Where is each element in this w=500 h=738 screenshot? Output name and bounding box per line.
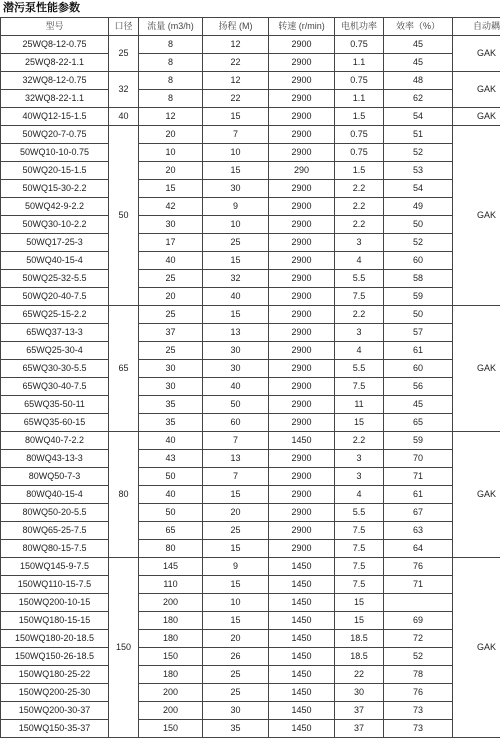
cell-head: 13: [203, 324, 269, 342]
cell-efficiency: 56: [384, 378, 453, 396]
table-row: [1, 558, 500, 576]
cell-motor-power: 2.2: [335, 198, 384, 216]
cell-motor-power: 7.5: [335, 576, 384, 594]
cell-speed: 2900: [269, 270, 335, 288]
table-row: [1, 540, 500, 558]
cell-head: 15: [203, 162, 269, 180]
cell-model: 50WQ10-10-0.75: [1, 144, 109, 162]
cell-speed: 2900: [269, 522, 335, 540]
cell-model: 65WQ25-15-2.2: [1, 306, 109, 324]
cell-model: 50WQ30-10-2.2: [1, 216, 109, 234]
cell-model: 80WQ50-7-3: [1, 468, 109, 486]
cell-flow: 180: [139, 666, 203, 684]
cell-model: 150WQ180-25-22: [1, 666, 109, 684]
header-auto-coupling: 自动耦: [453, 18, 500, 36]
cell-efficiency: 70: [384, 450, 453, 468]
cell-efficiency: 54: [384, 108, 453, 126]
table-row: [1, 108, 500, 126]
cell-flow: 200: [139, 702, 203, 720]
cell-motor-power: 4: [335, 486, 384, 504]
cell-speed: 2900: [269, 180, 335, 198]
cell-motor-power: 7.5: [335, 540, 384, 558]
cell-speed: 1450: [269, 612, 335, 630]
cell-model: 80WQ50-20-5.5: [1, 504, 109, 522]
cell-efficiency: 76: [384, 558, 453, 576]
cell-flow: 50: [139, 504, 203, 522]
cell-flow: 200: [139, 684, 203, 702]
cell-speed: 2900: [269, 360, 335, 378]
cell-head: 40: [203, 378, 269, 396]
cell-flow: 40: [139, 486, 203, 504]
cell-head: 15: [203, 486, 269, 504]
table-row: [1, 630, 500, 648]
cell-head: 15: [203, 306, 269, 324]
cell-speed: 1450: [269, 594, 335, 612]
cell-model: 150WQ200-30-37: [1, 702, 109, 720]
cell-speed: 2900: [269, 414, 335, 432]
cell-motor-power: 3: [335, 468, 384, 486]
cell-diameter: 150: [109, 558, 139, 738]
cell-motor-power: 37: [335, 702, 384, 720]
cell-flow: 145: [139, 558, 203, 576]
cell-efficiency: 60: [384, 360, 453, 378]
cell-flow: 180: [139, 630, 203, 648]
cell-model: 65WQ35-60-15: [1, 414, 109, 432]
cell-motor-power: 0.75: [335, 72, 384, 90]
cell-head: 32: [203, 270, 269, 288]
cell-speed: 2900: [269, 342, 335, 360]
cell-model: 25WQ8-12-0.75: [1, 36, 109, 54]
cell-model: 50WQ40-15-4: [1, 252, 109, 270]
cell-efficiency: 45: [384, 36, 453, 54]
cell-speed: 1450: [269, 558, 335, 576]
cell-efficiency: 78: [384, 666, 453, 684]
cell-speed: 2900: [269, 252, 335, 270]
cell-efficiency: 48: [384, 72, 453, 90]
cell-auto-coupling: GAK: [453, 306, 500, 432]
cell-auto-coupling: GAK: [453, 72, 500, 108]
cell-head: 12: [203, 72, 269, 90]
cell-efficiency: 63: [384, 522, 453, 540]
cell-head: 7: [203, 432, 269, 450]
cell-motor-power: 2.2: [335, 216, 384, 234]
cell-speed: 2900: [269, 396, 335, 414]
cell-speed: 2900: [269, 486, 335, 504]
cell-model: 50WQ42-9-2.2: [1, 198, 109, 216]
cell-head: 15: [203, 252, 269, 270]
cell-flow: 30: [139, 378, 203, 396]
table-row: [1, 504, 500, 522]
cell-speed: 2900: [269, 324, 335, 342]
header-diameter: 口径: [109, 18, 139, 36]
cell-speed: 2900: [269, 288, 335, 306]
table-row: [1, 360, 500, 378]
cell-head: 15: [203, 612, 269, 630]
header-efficiency: 效率（%）: [384, 18, 453, 36]
cell-efficiency: 71: [384, 576, 453, 594]
cell-flow: 20: [139, 126, 203, 144]
table-row: [1, 702, 500, 720]
table-row: [1, 684, 500, 702]
table-row: [1, 432, 500, 450]
table-row: [1, 414, 500, 432]
table-row: [1, 324, 500, 342]
cell-flow: 8: [139, 54, 203, 72]
cell-model: 150WQ200-10-15: [1, 594, 109, 612]
cell-motor-power: 37: [335, 720, 384, 738]
cell-motor-power: 15: [335, 594, 384, 612]
cell-motor-power: 3: [335, 234, 384, 252]
cell-model: 150WQ200-25-30: [1, 684, 109, 702]
table-row: [1, 378, 500, 396]
header-speed: 转速 (r/min): [269, 18, 335, 36]
cell-motor-power: 22: [335, 666, 384, 684]
cell-flow: 10: [139, 144, 203, 162]
cell-head: 9: [203, 558, 269, 576]
cell-flow: 110: [139, 576, 203, 594]
cell-auto-coupling: GAK: [453, 432, 500, 558]
cell-flow: 8: [139, 36, 203, 54]
cell-model: 80WQ40-7-2.2: [1, 432, 109, 450]
cell-model: 150WQ180-20-18.5: [1, 630, 109, 648]
table-row: [1, 666, 500, 684]
cell-head: 22: [203, 90, 269, 108]
cell-head: 10: [203, 144, 269, 162]
cell-flow: 8: [139, 72, 203, 90]
cell-model: 50WQ17-25-3: [1, 234, 109, 252]
cell-efficiency: 73: [384, 720, 453, 738]
cell-model: 50WQ15-30-2.2: [1, 180, 109, 198]
cell-flow: 40: [139, 432, 203, 450]
cell-speed: 2900: [269, 540, 335, 558]
cell-efficiency: 50: [384, 216, 453, 234]
cell-head: 9: [203, 198, 269, 216]
cell-flow: 25: [139, 306, 203, 324]
cell-speed: 1450: [269, 432, 335, 450]
header-model: 型号: [1, 18, 109, 36]
table-row: [1, 162, 500, 180]
cell-motor-power: 1.5: [335, 108, 384, 126]
table-row: [1, 594, 500, 612]
cell-flow: 42: [139, 198, 203, 216]
cell-model: 25WQ8-22-1.1: [1, 54, 109, 72]
cell-flow: 12: [139, 108, 203, 126]
cell-flow: 8: [139, 90, 203, 108]
cell-motor-power: 15: [335, 612, 384, 630]
cell-flow: 20: [139, 288, 203, 306]
cell-flow: 15: [139, 180, 203, 198]
cell-motor-power: 2.2: [335, 306, 384, 324]
cell-motor-power: 7.5: [335, 522, 384, 540]
cell-head: 35: [203, 720, 269, 738]
cell-motor-power: 0.75: [335, 144, 384, 162]
cell-speed: 2900: [269, 234, 335, 252]
table-row: [1, 180, 500, 198]
cell-efficiency: 65: [384, 414, 453, 432]
cell-efficiency: 67: [384, 504, 453, 522]
cell-head: 10: [203, 216, 269, 234]
cell-model: 80WQ40-15-4: [1, 486, 109, 504]
cell-efficiency: [384, 594, 453, 612]
table-row: [1, 522, 500, 540]
cell-motor-power: 0.75: [335, 126, 384, 144]
cell-speed: 1450: [269, 648, 335, 666]
cell-head: 20: [203, 504, 269, 522]
cell-head: 60: [203, 414, 269, 432]
table-row: [1, 612, 500, 630]
cell-motor-power: 7.5: [335, 378, 384, 396]
cell-model: 150WQ110-15-7.5: [1, 576, 109, 594]
cell-motor-power: 11: [335, 396, 384, 414]
cell-flow: 25: [139, 342, 203, 360]
cell-auto-coupling: GAK: [453, 558, 500, 738]
cell-efficiency: 51: [384, 126, 453, 144]
cell-flow: 40: [139, 252, 203, 270]
cell-flow: 150: [139, 648, 203, 666]
cell-model: 50WQ20-7-0.75: [1, 126, 109, 144]
cell-head: 7: [203, 126, 269, 144]
cell-head: 25: [203, 522, 269, 540]
cell-model: 150WQ150-35-37: [1, 720, 109, 738]
cell-speed: 2900: [269, 36, 335, 54]
cell-auto-coupling: GAK: [453, 36, 500, 72]
cell-efficiency: 59: [384, 432, 453, 450]
table-body: [1, 36, 500, 738]
cell-speed: 2900: [269, 144, 335, 162]
cell-speed: 2900: [269, 126, 335, 144]
cell-speed: 2900: [269, 54, 335, 72]
cell-model: 150WQ150-26-18.5: [1, 648, 109, 666]
cell-flow: 43: [139, 450, 203, 468]
cell-model: 150WQ145-9-7.5: [1, 558, 109, 576]
cell-model: 50WQ25-32-5.5: [1, 270, 109, 288]
cell-speed: 2900: [269, 378, 335, 396]
table-row: [1, 252, 500, 270]
cell-model: 80WQ43-13-3: [1, 450, 109, 468]
pump-parameters-table: [0, 17, 500, 738]
cell-efficiency: 60: [384, 252, 453, 270]
table-row: [1, 54, 500, 72]
cell-speed: 290: [269, 162, 335, 180]
cell-motor-power: 2.2: [335, 180, 384, 198]
cell-model: 50WQ20-40-7.5: [1, 288, 109, 306]
cell-head: 30: [203, 342, 269, 360]
cell-speed: 2900: [269, 198, 335, 216]
cell-motor-power: 15: [335, 414, 384, 432]
table-row: [1, 468, 500, 486]
cell-flow: 35: [139, 414, 203, 432]
cell-speed: 2900: [269, 450, 335, 468]
cell-motor-power: 5.5: [335, 270, 384, 288]
cell-efficiency: 61: [384, 342, 453, 360]
cell-flow: 65: [139, 522, 203, 540]
table-row: [1, 234, 500, 252]
table-row: [1, 576, 500, 594]
cell-efficiency: 52: [384, 144, 453, 162]
cell-model: 32WQ8-22-1.1: [1, 90, 109, 108]
cell-motor-power: 3: [335, 450, 384, 468]
cell-efficiency: 62: [384, 90, 453, 108]
cell-speed: 1450: [269, 720, 335, 738]
table-row: [1, 72, 500, 90]
cell-speed: 2900: [269, 216, 335, 234]
table-row: [1, 450, 500, 468]
cell-model: 32WQ8-12-0.75: [1, 72, 109, 90]
cell-head: 13: [203, 450, 269, 468]
cell-motor-power: 4: [335, 342, 384, 360]
cell-efficiency: 61: [384, 486, 453, 504]
cell-auto-coupling: GAK: [453, 108, 500, 126]
cell-head: 20: [203, 630, 269, 648]
cell-head: 30: [203, 360, 269, 378]
cell-efficiency: 50: [384, 306, 453, 324]
header-head: 扬程 (M): [203, 18, 269, 36]
cell-motor-power: 0.75: [335, 36, 384, 54]
table-row: [1, 198, 500, 216]
table-row: [1, 342, 500, 360]
cell-efficiency: 64: [384, 540, 453, 558]
cell-motor-power: 18.5: [335, 630, 384, 648]
cell-head: 12: [203, 36, 269, 54]
cell-head: 30: [203, 702, 269, 720]
cell-efficiency: 45: [384, 396, 453, 414]
table-row: [1, 90, 500, 108]
cell-head: 7: [203, 468, 269, 486]
cell-head: 25: [203, 684, 269, 702]
cell-efficiency: 54: [384, 180, 453, 198]
cell-motor-power: 7.5: [335, 558, 384, 576]
cell-head: 40: [203, 288, 269, 306]
cell-flow: 80: [139, 540, 203, 558]
cell-model: 65WQ35-50-11: [1, 396, 109, 414]
table-row: [1, 288, 500, 306]
cell-motor-power: 1.1: [335, 90, 384, 108]
cell-flow: 25: [139, 270, 203, 288]
cell-head: 22: [203, 54, 269, 72]
table-row: [1, 306, 500, 324]
cell-speed: 1450: [269, 702, 335, 720]
table-row: [1, 126, 500, 144]
cell-diameter: 65: [109, 306, 139, 432]
cell-model: 65WQ30-30-5.5: [1, 360, 109, 378]
cell-diameter: 80: [109, 432, 139, 558]
cell-motor-power: 4: [335, 252, 384, 270]
cell-speed: 1450: [269, 666, 335, 684]
cell-speed: 1450: [269, 684, 335, 702]
header-flow: 流量 (m3/h): [139, 18, 203, 36]
cell-efficiency: 72: [384, 630, 453, 648]
cell-motor-power: 3: [335, 324, 384, 342]
cell-speed: 2900: [269, 504, 335, 522]
cell-flow: 20: [139, 162, 203, 180]
cell-speed: 2900: [269, 468, 335, 486]
table-row: [1, 648, 500, 666]
cell-speed: 2900: [269, 90, 335, 108]
cell-flow: 35: [139, 396, 203, 414]
cell-speed: 1450: [269, 576, 335, 594]
cell-flow: 150: [139, 720, 203, 738]
cell-efficiency: 52: [384, 234, 453, 252]
cell-flow: 30: [139, 216, 203, 234]
cell-diameter: 40: [109, 108, 139, 126]
header-motor-power: 电机功率: [335, 18, 384, 36]
cell-head: 25: [203, 234, 269, 252]
cell-motor-power: 5.5: [335, 504, 384, 522]
cell-efficiency: 53: [384, 162, 453, 180]
table-row: [1, 216, 500, 234]
cell-efficiency: 71: [384, 468, 453, 486]
cell-motor-power: 18.5: [335, 648, 384, 666]
cell-flow: 50: [139, 468, 203, 486]
cell-efficiency: 69: [384, 612, 453, 630]
table-row: [1, 486, 500, 504]
header-row: [1, 18, 500, 36]
cell-diameter: 25: [109, 36, 139, 72]
table-row: [1, 270, 500, 288]
cell-speed: 2900: [269, 108, 335, 126]
cell-diameter: 32: [109, 72, 139, 108]
cell-model: 80WQ65-25-7.5: [1, 522, 109, 540]
cell-efficiency: 52: [384, 648, 453, 666]
cell-auto-coupling: GAK: [453, 126, 500, 306]
cell-efficiency: 59: [384, 288, 453, 306]
cell-head: 30: [203, 180, 269, 198]
cell-efficiency: 76: [384, 684, 453, 702]
page-title: 潜污泵性能参数: [3, 0, 80, 17]
cell-flow: 17: [139, 234, 203, 252]
cell-flow: 30: [139, 360, 203, 378]
cell-efficiency: 57: [384, 324, 453, 342]
cell-head: 15: [203, 576, 269, 594]
table-row: [1, 36, 500, 54]
cell-model: 65WQ25-30-4: [1, 342, 109, 360]
cell-head: 25: [203, 666, 269, 684]
cell-head: 50: [203, 396, 269, 414]
cell-head: 15: [203, 540, 269, 558]
cell-model: 65WQ37-13-3: [1, 324, 109, 342]
cell-model: 40WQ12-15-1.5: [1, 108, 109, 126]
cell-head: 15: [203, 108, 269, 126]
cell-model: 80WQ80-15-7.5: [1, 540, 109, 558]
cell-motor-power: 30: [335, 684, 384, 702]
cell-model: 65WQ30-40-7.5: [1, 378, 109, 396]
cell-efficiency: 49: [384, 198, 453, 216]
cell-speed: 2900: [269, 72, 335, 90]
cell-motor-power: 7.5: [335, 288, 384, 306]
cell-flow: 200: [139, 594, 203, 612]
cell-speed: 1450: [269, 630, 335, 648]
cell-diameter: 50: [109, 126, 139, 306]
cell-motor-power: 1.5: [335, 162, 384, 180]
cell-head: 10: [203, 594, 269, 612]
cell-motor-power: 5.5: [335, 360, 384, 378]
cell-head: 26: [203, 648, 269, 666]
table-row: [1, 144, 500, 162]
cell-model: 50WQ20-15-1.5: [1, 162, 109, 180]
cell-motor-power: 1.1: [335, 54, 384, 72]
cell-speed: 2900: [269, 306, 335, 324]
cell-model: 150WQ180-15-15: [1, 612, 109, 630]
cell-flow: 37: [139, 324, 203, 342]
cell-efficiency: 58: [384, 270, 453, 288]
cell-motor-power: 2.2: [335, 432, 384, 450]
cell-efficiency: 45: [384, 54, 453, 72]
cell-flow: 180: [139, 612, 203, 630]
table-row: [1, 396, 500, 414]
cell-efficiency: 73: [384, 702, 453, 720]
